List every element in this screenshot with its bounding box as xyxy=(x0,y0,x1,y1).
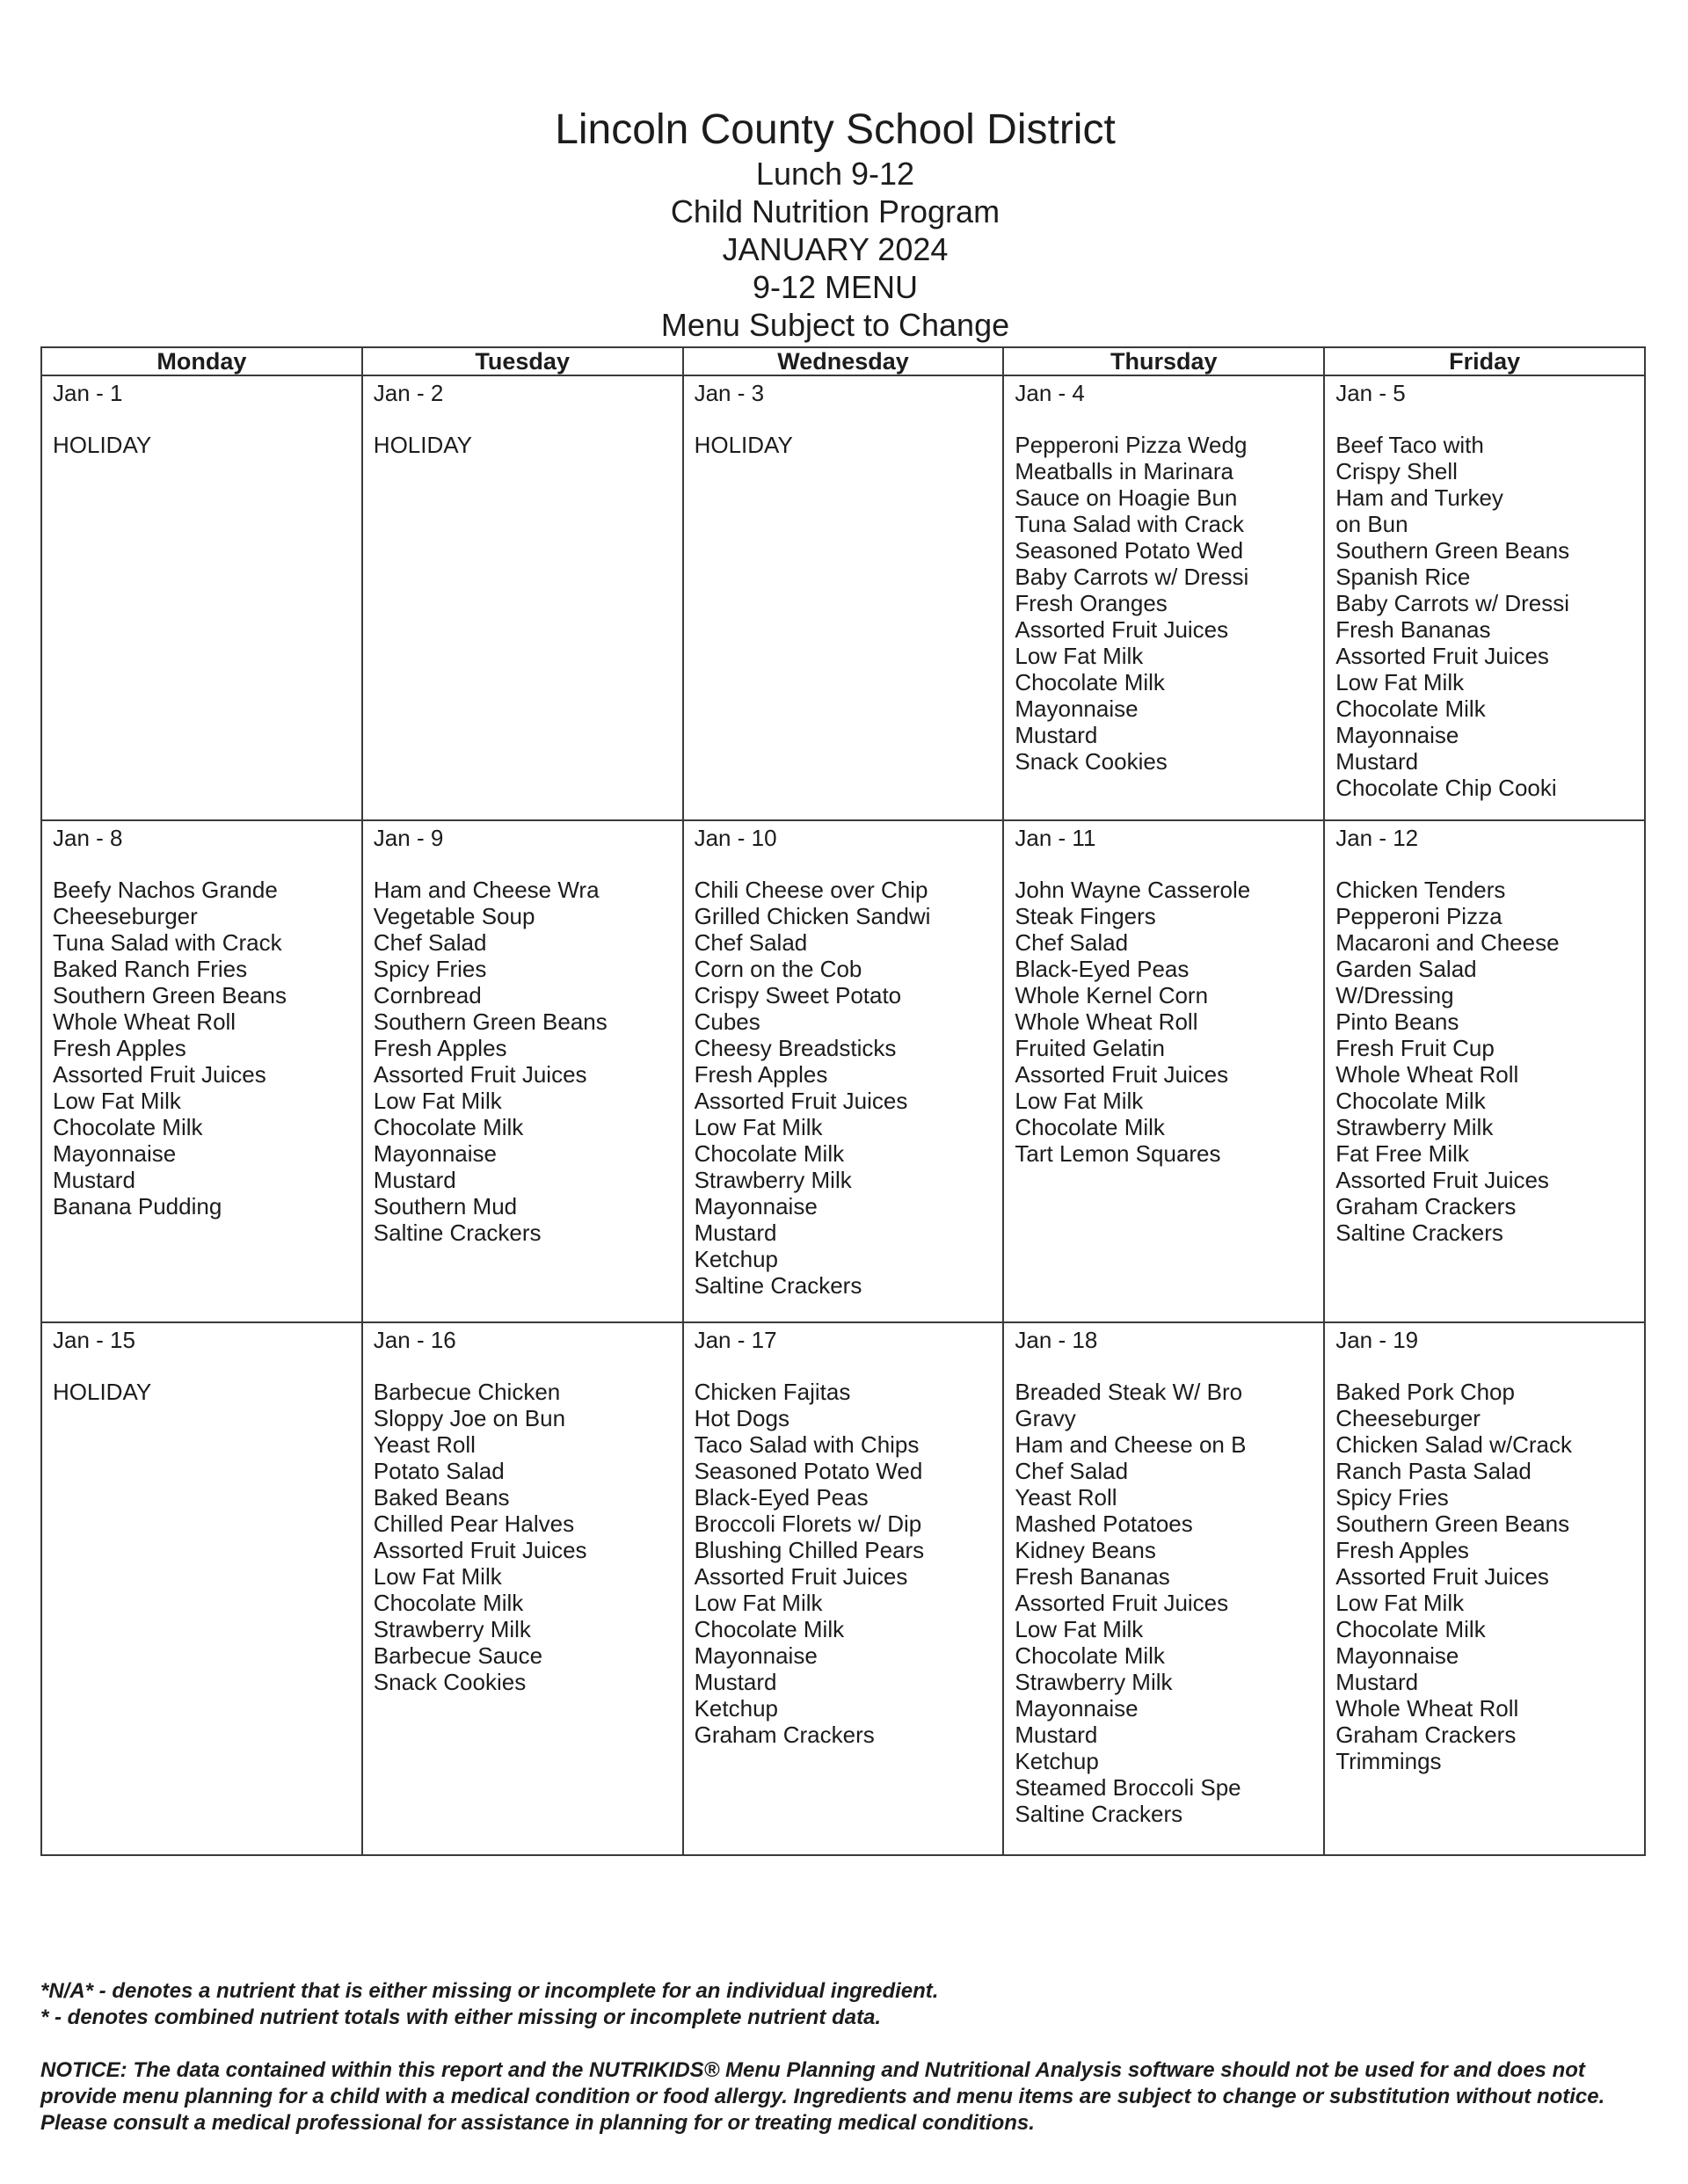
menu-item: Southern Mud xyxy=(373,1193,518,1219)
menu-item: Black-Eyed Peas xyxy=(694,1484,869,1511)
menu-item: Baked Beans xyxy=(373,1484,510,1511)
menu-item: Pepperoni Pizza Wedg xyxy=(1015,432,1248,458)
weekday-header-tuesday: Tuesday xyxy=(362,347,683,375)
menu-item: HOLIDAY xyxy=(53,432,152,458)
header-line-month: JANUARY 2024 xyxy=(722,231,949,267)
week-row-2 xyxy=(41,820,1645,1322)
menu-item: Graham Crackers xyxy=(694,1722,875,1748)
weekday-header-wednesday: Wednesday xyxy=(683,347,1004,375)
menu-item: Cubes xyxy=(694,1008,760,1035)
menu-item: Fresh Apples xyxy=(1335,1537,1469,1563)
menu-item: Chocolate Milk xyxy=(1015,1642,1165,1669)
menu-item: Baby Carrots w/ Dressi xyxy=(1015,564,1249,590)
weekday-header-friday: Friday xyxy=(1324,347,1645,375)
menu-calendar-table xyxy=(40,346,1646,1856)
menu-item: Barbecue Sauce xyxy=(373,1642,543,1669)
day-cell-wednesday xyxy=(683,820,1004,1322)
week-row-3 xyxy=(41,1322,1645,1855)
menu-item: Chef Salad xyxy=(694,929,808,956)
menu-item: Low Fat Milk xyxy=(373,1563,502,1590)
day-date-label: Jan - 4 xyxy=(1015,380,1085,406)
day-date-label: Jan - 10 xyxy=(694,825,777,851)
menu-item: Fruited Gelatin xyxy=(1015,1035,1165,1061)
menu-item: Spicy Fries xyxy=(1335,1484,1449,1511)
menu-item: Crispy Shell xyxy=(1335,458,1458,484)
menu-item: Ham and Cheese Wra xyxy=(373,877,600,903)
menu-item: Fresh Apples xyxy=(373,1035,507,1061)
day-cell-monday xyxy=(41,375,362,820)
header-line-menu-name: 9-12 MENU xyxy=(752,269,919,305)
menu-item: Seasoned Potato Wed xyxy=(694,1458,923,1484)
menu-item: Whole Wheat Roll xyxy=(1335,1695,1519,1722)
menu-item: Beef Taco with xyxy=(1335,432,1484,458)
menu-item: Banana Pudding xyxy=(53,1193,222,1219)
menu-item: Chili Cheese over Chip xyxy=(694,877,928,903)
menu-item: Chocolate Milk xyxy=(373,1114,524,1140)
menu-item: Pepperoni Pizza xyxy=(1335,903,1502,929)
menu-item: Mustard xyxy=(53,1167,135,1193)
menu-item: Strawberry Milk xyxy=(694,1167,852,1193)
menu-item: Assorted Fruit Juices xyxy=(1335,1167,1549,1193)
menu-item: Whole Wheat Roll xyxy=(53,1008,236,1035)
menu-item: Assorted Fruit Juices xyxy=(694,1088,908,1114)
menu-item: Fresh Apples xyxy=(694,1061,828,1088)
day-date-label: Jan - 8 xyxy=(53,825,123,851)
menu-item: Seasoned Potato Wed xyxy=(1015,537,1244,564)
day-cell-monday xyxy=(41,820,362,1322)
day-cell-tuesday xyxy=(362,1322,683,1855)
menu-item: Mustard xyxy=(1335,748,1419,775)
menu-item: Graham Crackers xyxy=(1335,1193,1517,1219)
weekday-header-monday: Monday xyxy=(41,347,362,375)
menu-item: Assorted Fruit Juices xyxy=(1335,643,1549,669)
menu-item: Mustard xyxy=(694,1669,777,1695)
menu-item: Mashed Potatoes xyxy=(1015,1511,1193,1537)
menu-item: Low Fat Milk xyxy=(694,1590,823,1616)
menu-item: Spanish Rice xyxy=(1335,564,1471,590)
menu-item: W/Dressing xyxy=(1335,982,1454,1008)
day-date-label: Jan - 3 xyxy=(694,380,765,406)
menu-item: Assorted Fruit Juices xyxy=(1015,1590,1229,1616)
menu-item: Assorted Fruit Juices xyxy=(373,1061,587,1088)
menu-item: Mayonnaise xyxy=(373,1140,497,1167)
menu-item: Steak Fingers xyxy=(1015,903,1156,929)
menu-item: Hot Dogs xyxy=(694,1405,789,1431)
menu-item: Black-Eyed Peas xyxy=(1015,956,1190,982)
day-cell-friday xyxy=(1324,1322,1645,1855)
menu-weeks xyxy=(41,375,1645,1855)
menu-item: HOLIDAY xyxy=(373,432,473,458)
day-date-label: Jan - 1 xyxy=(53,380,123,406)
menu-item: Tuna Salad with Crack xyxy=(1015,511,1244,537)
menu-item: Assorted Fruit Juices xyxy=(373,1537,587,1563)
menu-item: Mayonnaise xyxy=(1015,1695,1139,1722)
menu-item: Assorted Fruit Juices xyxy=(1335,1563,1549,1590)
menu-item: Mayonnaise xyxy=(694,1642,818,1669)
menu-item: Tuna Salad with Crack xyxy=(53,929,282,956)
menu-item: Mayonnaise xyxy=(694,1193,818,1219)
menu-item: Whole Kernel Corn xyxy=(1015,982,1209,1008)
day-date-label: Jan - 19 xyxy=(1335,1327,1419,1353)
menu-item: Chicken Fajitas xyxy=(694,1379,851,1405)
day-date-label: Jan - 16 xyxy=(373,1327,456,1353)
menu-item: Mayonnaise xyxy=(1015,695,1139,722)
menu-item: Assorted Fruit Juices xyxy=(694,1563,908,1590)
menu-item: Chocolate Chip Cooki xyxy=(1335,775,1557,801)
menu-item: Fresh Apples xyxy=(53,1035,186,1061)
day-cell-friday xyxy=(1324,375,1645,820)
menu-item: Mustard xyxy=(694,1219,777,1246)
menu-item: Baby Carrots w/ Dressi xyxy=(1335,590,1570,616)
day-cell-monday xyxy=(41,1322,362,1855)
menu-item: Sauce on Hoagie Bun xyxy=(1015,484,1238,511)
district-title: Lincoln County School District xyxy=(555,106,1116,153)
menu-item: Garden Salad xyxy=(1335,956,1477,982)
menu-item: Ketchup xyxy=(694,1695,778,1722)
menu-item: Grilled Chicken Sandwi xyxy=(694,903,931,929)
footnotes xyxy=(40,1978,1649,2031)
menu-item: Chocolate Milk xyxy=(1335,1088,1486,1114)
menu-item: Chocolate Milk xyxy=(694,1616,845,1642)
menu-item: Mustard xyxy=(373,1167,456,1193)
menu-item: Chocolate Milk xyxy=(1015,669,1165,695)
menu-item: Mayonnaise xyxy=(1335,722,1459,748)
day-date-label: Jan - 15 xyxy=(53,1327,135,1353)
header-line-program-name: Child Nutrition Program xyxy=(670,193,1000,229)
menu-item: Ham and Cheese on B xyxy=(1015,1431,1247,1458)
menu-item: Mustard xyxy=(1015,722,1098,748)
menu-item: Low Fat Milk xyxy=(1335,669,1465,695)
menu-item: Fresh Bananas xyxy=(1335,616,1491,643)
menu-item: Low Fat Milk xyxy=(1015,643,1144,669)
menu-item: Baked Ranch Fries xyxy=(53,956,248,982)
day-cell-thursday xyxy=(1003,820,1324,1322)
menu-item: Corn on the Cob xyxy=(694,956,862,982)
menu-item: Mayonnaise xyxy=(1335,1642,1459,1669)
menu-item: Steamed Broccoli Spe xyxy=(1015,1774,1241,1801)
header-line-program-level: Lunch 9-12 xyxy=(755,156,915,192)
day-date-label: Jan - 5 xyxy=(1335,380,1406,406)
day-date-label: Jan - 17 xyxy=(694,1327,777,1353)
menu-item: Cornbread xyxy=(373,982,482,1008)
menu-item: Fresh Bananas xyxy=(1015,1563,1170,1590)
menu-item: Baked Pork Chop xyxy=(1335,1379,1515,1405)
menu-item: Cheeseburger xyxy=(1335,1405,1481,1431)
weekday-header-thursday: Thursday xyxy=(1003,347,1324,375)
footnote-na: *N/A* - denotes a nutrient that is either missing or incomplete for an individual ingredient. xyxy=(40,1979,939,2003)
menu-item: Kidney Beans xyxy=(1015,1537,1156,1563)
day-date-label: Jan - 2 xyxy=(373,380,444,406)
menu-item: Low Fat Milk xyxy=(1015,1616,1144,1642)
menu-item: Breaded Steak W/ Bro xyxy=(1015,1379,1243,1405)
menu-item: HOLIDAY xyxy=(53,1379,152,1405)
menu-item: Low Fat Milk xyxy=(373,1088,502,1114)
menu-item: Southern Green Beans xyxy=(373,1008,608,1035)
menu-item: Cheeseburger xyxy=(53,903,198,929)
menu-item: Beefy Nachos Grande xyxy=(53,877,278,903)
menu-item: Chicken Tenders xyxy=(1335,877,1506,903)
document-header xyxy=(0,106,1670,344)
day-cell-friday xyxy=(1324,820,1645,1322)
menu-item: Chilled Pear Halves xyxy=(373,1511,575,1537)
menu-item: Chicken Salad w/Crack xyxy=(1335,1431,1572,1458)
menu-item: Low Fat Milk xyxy=(1335,1590,1465,1616)
day-cell-tuesday xyxy=(362,820,683,1322)
menu-item: Mustard xyxy=(1335,1669,1419,1695)
menu-item: Gravy xyxy=(1015,1405,1076,1431)
menu-item: Saltine Crackers xyxy=(1335,1219,1503,1246)
menu-item: Sloppy Joe on Bun xyxy=(373,1405,566,1431)
menu-item: Yeast Roll xyxy=(373,1431,476,1458)
menu-item: Chef Salad xyxy=(1015,929,1129,956)
menu-item: Saltine Crackers xyxy=(694,1272,862,1299)
menu-item: Low Fat Milk xyxy=(694,1114,823,1140)
menu-item: Trimmings xyxy=(1335,1748,1442,1774)
day-date-label: Jan - 12 xyxy=(1335,825,1419,851)
menu-item: Mustard xyxy=(1015,1722,1098,1748)
menu-item: Barbecue Chicken xyxy=(373,1379,561,1405)
menu-item: Yeast Roll xyxy=(1015,1484,1117,1511)
menu-item: John Wayne Casserole xyxy=(1015,877,1251,903)
menu-item: Southern Green Beans xyxy=(1335,537,1570,564)
menu-item: Whole Wheat Roll xyxy=(1015,1008,1198,1035)
header-line-disclaimer: Menu Subject to Change xyxy=(660,307,1010,343)
menu-item: Chocolate Milk xyxy=(1335,695,1486,722)
day-cell-thursday xyxy=(1003,1322,1324,1855)
menu-item: Strawberry Milk xyxy=(373,1616,531,1642)
menu-item: HOLIDAY xyxy=(694,432,793,458)
menu-item: Ranch Pasta Salad xyxy=(1335,1458,1532,1484)
day-date-label: Jan - 11 xyxy=(1015,825,1096,851)
menu-item: Low Fat Milk xyxy=(53,1088,181,1114)
menu-item: on Bun xyxy=(1335,511,1408,537)
menu-item: Assorted Fruit Juices xyxy=(1015,616,1229,643)
menu-item: Saltine Crackers xyxy=(373,1219,542,1246)
notice-disclaimer: NOTICE: The data contained within this report and the NUTRIKIDS® Menu Planning and Nutritional Analysis software should not be used for and does not provide menu planning for a child with a medical condition or food allergy. Ingredients and menu items are subject to change or substitution without notice. Please consult a medical professional for assistance in planning for or treating medical conditions. xyxy=(40,2058,1605,2135)
menu-item: Southern Green Beans xyxy=(53,982,287,1008)
menu-item: Taco Salad with Chips xyxy=(694,1431,920,1458)
menu-item: Cheesy Breadsticks xyxy=(694,1035,897,1061)
menu-item: Snack Cookies xyxy=(1015,748,1168,775)
menu-item: Low Fat Milk xyxy=(1015,1088,1144,1114)
menu-item: Vegetable Soup xyxy=(373,903,535,929)
menu-item: Chocolate Milk xyxy=(53,1114,203,1140)
menu-item: Assorted Fruit Juices xyxy=(53,1061,266,1088)
menu-item: Mayonnaise xyxy=(53,1140,177,1167)
menu-item: Chocolate Milk xyxy=(373,1590,524,1616)
menu-item: Chocolate Milk xyxy=(1335,1616,1486,1642)
menu-item: Ketchup xyxy=(1015,1748,1099,1774)
menu-item: Meatballs in Marinara xyxy=(1015,458,1233,484)
day-date-label: Jan - 9 xyxy=(373,825,444,851)
day-cell-tuesday xyxy=(362,375,683,820)
menu-item: Chef Salad xyxy=(373,929,487,956)
menu-item: Strawberry Milk xyxy=(1335,1114,1494,1140)
day-cell-wednesday xyxy=(683,375,1004,820)
week-row-1 xyxy=(41,375,1645,820)
menu-item: Chocolate Milk xyxy=(694,1140,845,1167)
menu-item: Broccoli Florets w/ Dip xyxy=(694,1511,922,1537)
menu-item: Fresh Fruit Cup xyxy=(1335,1035,1495,1061)
menu-item: Snack Cookies xyxy=(373,1669,527,1695)
menu-item: Ham and Turkey xyxy=(1335,484,1503,511)
menu-item: Strawberry Milk xyxy=(1015,1669,1173,1695)
menu-item: Chef Salad xyxy=(1015,1458,1129,1484)
menu-item: Blushing Chilled Pears xyxy=(694,1537,925,1563)
menu-item: Crispy Sweet Potato xyxy=(694,982,902,1008)
menu-item: Fresh Oranges xyxy=(1015,590,1168,616)
menu-item: Pinto Beans xyxy=(1335,1008,1459,1035)
menu-item: Spicy Fries xyxy=(373,956,487,982)
menu-item: Tart Lemon Squares xyxy=(1015,1140,1221,1167)
day-date-label: Jan - 18 xyxy=(1015,1327,1098,1353)
menu-item: Chocolate Milk xyxy=(1015,1114,1165,1140)
menu-item: Potato Salad xyxy=(373,1458,505,1484)
menu-item: Macaroni and Cheese xyxy=(1335,929,1560,956)
menu-item: Ketchup xyxy=(694,1246,778,1272)
menu-item: Whole Wheat Roll xyxy=(1335,1061,1519,1088)
weekday-header-row xyxy=(41,347,1645,375)
menu-item: Fat Free Milk xyxy=(1335,1140,1469,1167)
day-cell-thursday xyxy=(1003,375,1324,820)
day-cell-wednesday xyxy=(683,1322,1004,1855)
footnote-combined: * - denotes combined nutrient totals with either missing or incomplete nutrient data. xyxy=(40,2006,882,2029)
menu-item: Saltine Crackers xyxy=(1015,1801,1183,1827)
menu-item: Southern Green Beans xyxy=(1335,1511,1570,1537)
menu-item: Assorted Fruit Juices xyxy=(1015,1061,1229,1088)
menu-item: Graham Crackers xyxy=(1335,1722,1517,1748)
